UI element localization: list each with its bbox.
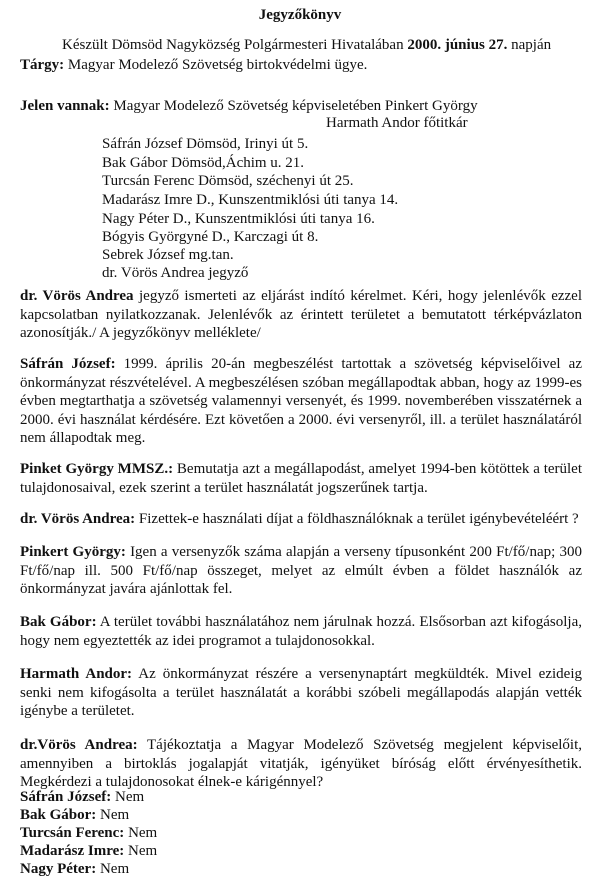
answer-line — [20, 842, 157, 861]
speaker-name: Pinket György MMSZ.: — [20, 461, 174, 477]
subject-label: Tárgy: — [20, 57, 65, 73]
paragraph — [20, 510, 582, 529]
intro-line — [62, 36, 551, 55]
paragraph — [20, 613, 582, 650]
intro-prefix: Készült Dömsöd Nagyközség Polgármesteri Hivatalában — [62, 37, 408, 53]
present-person: Turcsán Ferenc Dömsöd, széchenyi út 25. — [102, 173, 354, 189]
speaker-name: dr. Vörös Andrea: — [20, 511, 136, 527]
paragraph-text: Fizettek-e használati díjat a földhasználóknak a terület igénybevételéért ? — [135, 511, 579, 527]
present-label: Jelen vannak: — [20, 98, 110, 114]
speaker-name: Harmath Andor: — [20, 666, 133, 682]
answer-text: Nem — [124, 825, 158, 841]
paragraph-text: A terület további használatához nem járulnak hozzá. Elsősorban azt kifogásolja, hogy nem egyeztették az idei programot a tulajdonosokkal. — [20, 614, 582, 649]
answer-speaker: Bak Gábor: — [20, 807, 97, 823]
answer-line — [20, 860, 129, 879]
paragraph-text: Igen a versenyzők száma alapján a verseny típusonként 200 Ft/fő/nap; 300 Ft/fő/nap ill. 500 Ft/fő/nap összeget, melyet az elmúlt évben a földet használók az önkormányzat javára ajánlottak fel. — [20, 544, 582, 597]
answer-line — [20, 806, 129, 825]
present-person: dr. Vörös Andrea jegyző — [102, 265, 249, 281]
answer-text: Nem — [124, 843, 158, 859]
paragraph-text: 1999. április 20-án megbeszélést tartottak a szövetség képviselőivel az önkormányzat részvételével. A megbeszélésen szóban megállapodtak abban, hogy az 1999-es évben megtarthatja a szövetség valamennyi versenyét, és 1999. novemberében visszatérnek a 2000. évi használat kérdésére. Ezt követően a 2000. évi versenyről, ill. a terület használatáról nem állapodtak meg. — [20, 356, 582, 446]
answer-speaker: Sáfrán József: — [20, 789, 112, 805]
subject-text: Magyar Modelező Szövetség birtokvédelmi ügye. — [64, 57, 368, 73]
paragraph-text: Tájékoztatja a Magyar Modelező Szövetség megjelent képviselőit, amennyiben a birtoklás jogalapját vitatják, igényüket bíróság előtt érvényesíthetik. Megkérdezi a tulajdonosokat élnek-e kárigénnyel? — [20, 737, 582, 790]
answer-speaker: Nagy Péter: — [20, 861, 97, 877]
present-person: Bak Gábor Dömsöd,Áchim u. 21. — [102, 155, 305, 171]
paragraph-text: Az önkormányzat részére a versenynaptárt megküldték. Mivel ezideig senki nem kifogásolta a terület használatát a korábbi szóbeli megállapodás alapján vették igénybe a területet. — [20, 666, 582, 719]
document-title: Jegyzőkönyv — [258, 7, 342, 23]
answer-speaker: Turcsán Ferenc: — [20, 825, 125, 841]
answer-text: Nem — [96, 807, 130, 823]
speaker-name: Pinkert György: — [20, 544, 126, 560]
subject-line — [20, 56, 367, 75]
present-person: Bógyis Györgyné D., Karczagi út 8. — [102, 229, 319, 245]
speaker-name: Sáfrán József: — [20, 356, 116, 372]
present-person: Sáfrán József Dömsöd, Irinyi út 5. — [102, 136, 309, 152]
speaker-name: Bak Gábor: — [20, 614, 97, 630]
present-person: Nagy Péter D., Kunszentmiklósi úti tanya 16. — [102, 211, 375, 227]
answer-speaker: Madarász Imre: — [20, 843, 125, 859]
paragraph — [20, 665, 582, 721]
paragraph — [20, 287, 582, 343]
intro-suffix: napján — [507, 37, 552, 53]
speaker-name: dr.Vörös Andrea: — [20, 737, 138, 753]
intro-date: 2000. június 27. — [407, 37, 508, 53]
paragraph — [20, 543, 582, 599]
paragraph — [20, 355, 582, 448]
answer-text: Nem — [96, 861, 130, 877]
paragraph-text: Bemutatja azt a megállapodást, amelyet 1994-ben kötöttek a terület tulajdonosaival, ezek szerint a terület használatát jogszerűnek tartja. — [20, 461, 583, 496]
answer-text: Nem — [111, 789, 145, 805]
present-line1: Magyar Modelező Szövetség képviseletében Pinkert György — [109, 98, 478, 114]
paragraph — [20, 736, 582, 792]
answer-line — [20, 824, 157, 843]
paragraph-text: jegyző ismerteti az eljárást indító kérelmet. Kéri, hogy jelenlévők ezzel kapcsolatban nyilatkozzanak. Jelenlévők az érintett területet a bemutatott térképvázlaton azonosítják./ A jegyzőkönyv melléklete/ — [20, 288, 582, 341]
present-line — [20, 97, 478, 116]
present-person: Madarász Imre D., Kunszentmiklósi úti tanya 14. — [102, 192, 399, 208]
present-person: Sebrek József mg.tan. — [102, 247, 234, 263]
speaker-name: dr. Vörös Andrea — [20, 288, 134, 304]
answer-line — [20, 788, 144, 807]
present-line2: Harmath Andor főtitkár — [326, 115, 468, 131]
paragraph — [20, 460, 582, 497]
